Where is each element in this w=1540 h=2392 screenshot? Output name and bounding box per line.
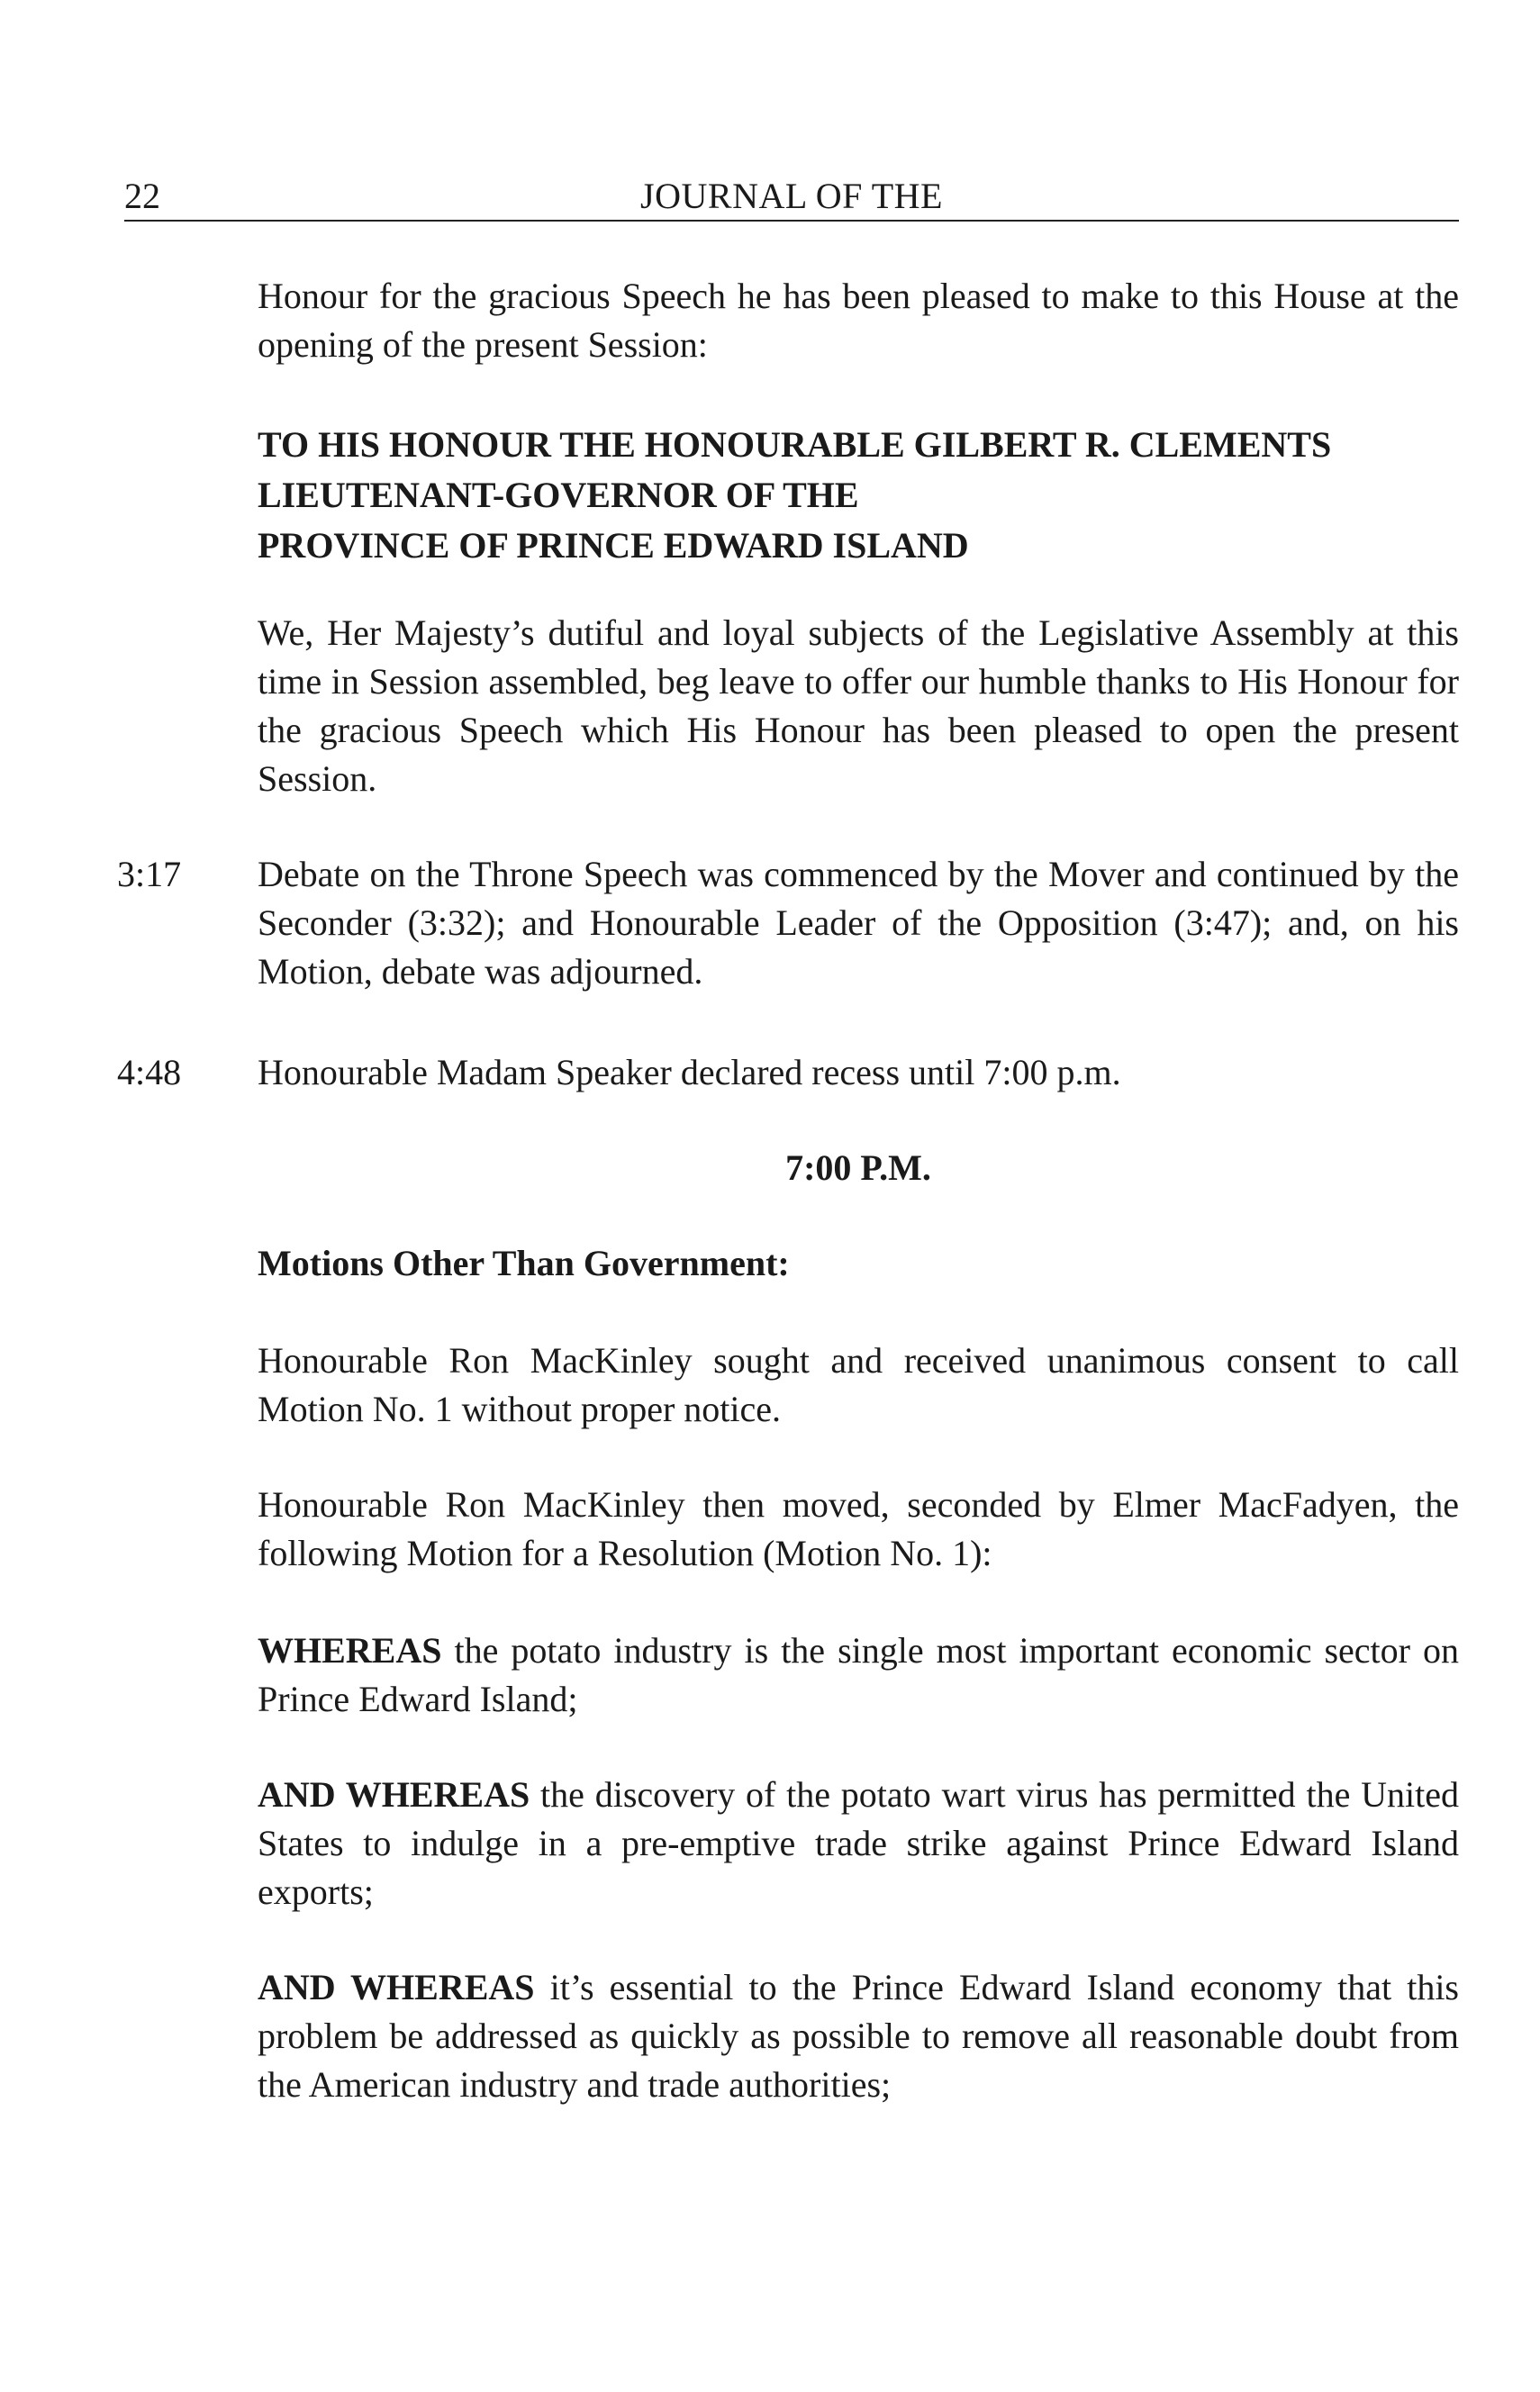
resolution-clause: [258, 1963, 1459, 2109]
address-line: TO HIS HONOUR THE HONOURABLE GILBERT R. CLEMENTS: [258, 424, 1332, 465]
clause-keyword: AND WHEREAS: [258, 1774, 530, 1815]
page-number: 22: [124, 176, 160, 216]
clause-text: it’s essential to the Prince Edward Island economy that this problem be addressed as quickly as possible to remove all reasonable doubt from the American industry and trade authorities;: [258, 1967, 1459, 2105]
section-title: Motions Other Than Government:: [258, 1243, 790, 1283]
running-title: JOURNAL OF THE: [640, 176, 943, 216]
resolution-clause: [258, 1626, 1459, 1724]
clause-keyword: AND WHEREAS: [258, 1967, 535, 2007]
consent-paragraph: Honourable Ron MacKinley sought and received unanimous consent to call Motion No. 1 without proper notice.: [258, 1340, 1459, 1429]
address-heading: [258, 420, 1459, 571]
address-line: PROVINCE OF PRINCE EDWARD ISLAND: [258, 525, 969, 566]
entry-time: 3:17: [117, 854, 182, 894]
intro-paragraph: Honour for the gracious Speech he has been pleased to make to this House at the opening of the present Session:: [258, 276, 1459, 365]
entry-time: 4:48: [117, 1052, 182, 1092]
entry-text: Honourable Madam Speaker declared recess until 7:00 p.m.: [258, 1052, 1121, 1092]
clause-text: the discovery of the potato wart virus has permitted the United States to indulge in a pre-emptive trade strike against Prince Edward Island exports;: [258, 1774, 1459, 1912]
page-header: [124, 173, 1459, 222]
address-line: LIEUTENANT-GOVERNOR OF THE: [258, 475, 859, 515]
resolution-clause: [258, 1771, 1459, 1916]
entry-text: Debate on the Throne Speech was commenced by the Mover and continued by the Seconder (3:32); and Honourable Leader of the Opposition (3:47); and, on his Motion, debate was adjourned.: [258, 854, 1459, 992]
thanks-paragraph: We, Her Majesty’s dutiful and loyal subjects of the Legislative Assembly at this time in Session assembled, beg leave to offer our humble thanks to His Honour for the gracious Speech which His Honour has been pleased to open the present Session.: [258, 612, 1459, 799]
moved-paragraph: Honourable Ron MacKinley then moved, seconded by Elmer MacFadyen, the following Motion for a Resolution (Motion No. 1):: [258, 1484, 1459, 1573]
clause-text: the potato industry is the single most important economic sector on Prince Edward Island;: [258, 1630, 1459, 1719]
evening-heading: 7:00 P.M.: [785, 1147, 931, 1188]
clause-keyword: WHEREAS: [258, 1630, 442, 1671]
